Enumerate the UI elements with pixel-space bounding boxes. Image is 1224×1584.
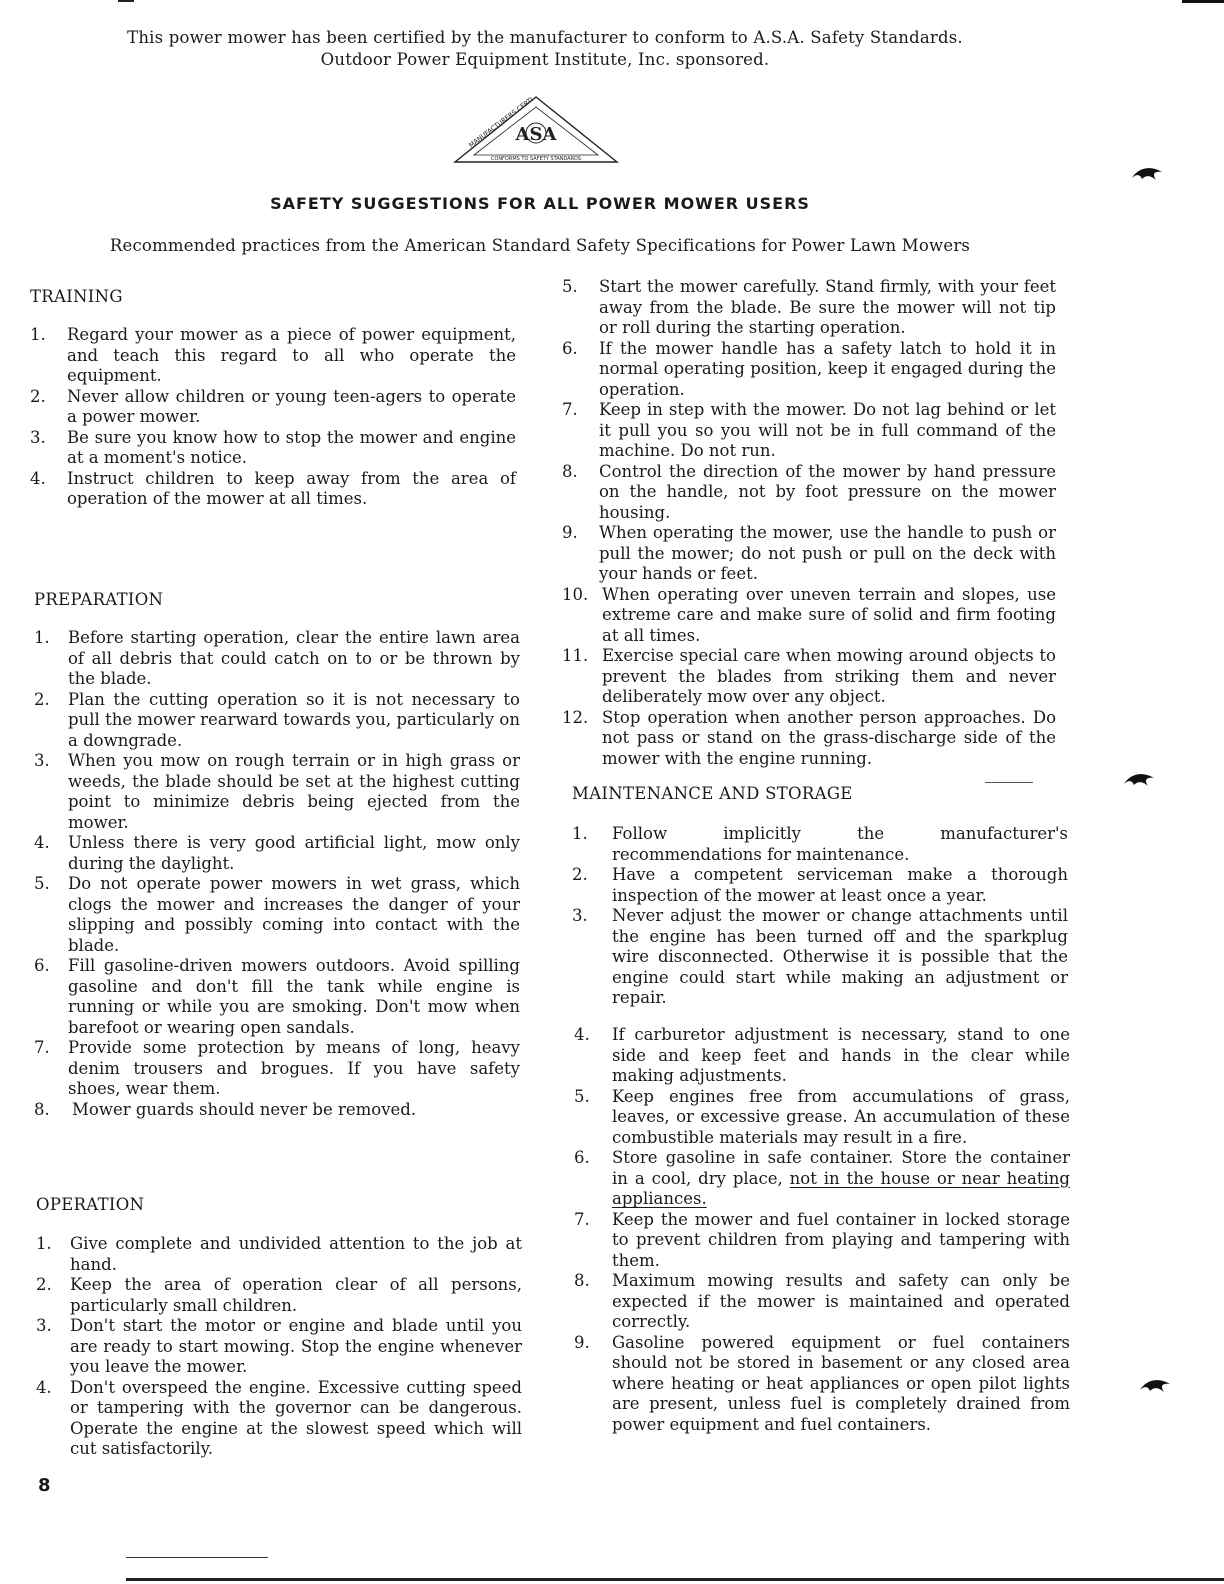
list-item: 4. If carburetor adjustment is necessary, stand to one side and keep feet and hands in the clear while making adjustments. — [574, 1025, 1070, 1085]
asa-logo-top-text: MANUFACTURERS CERTI — [467, 95, 535, 150]
asa-logo-bottom-text: CONFORMS TO SAFETY STANDARDS — [490, 156, 582, 162]
asa-certification-logo — [452, 95, 620, 169]
list-item: 8. Mower guards should never be removed. — [34, 1099, 417, 1119]
list-item: 9. When operating the mower, use the handle to push or pull the mower; do not push or pull on the deck with your hands or feet. — [562, 523, 1056, 583]
preparation-list — [34, 628, 520, 1120]
list-item: 1. Before starting operation, clear the entire lawn area of all debris that could catch on to or be thrown by the blade. — [34, 628, 520, 688]
list-item: 9. Gasoline powered equipment or fuel containers should not be stored in basement or any closed area where heating or heat appliances or open pilot lights are present, unless fuel is completely drained from power equipment and fuel containers. — [574, 1332, 1070, 1434]
list-item: 3. When you mow on rough terrain or in high grass or weeds, the blade should be set at the highest cutting point to minimize debris being ejected from the mower. — [34, 751, 520, 832]
list-item: 2. Have a competent serviceman make a thorough inspection of the mower at least once a year. — [572, 865, 1068, 905]
page-subtitle: Recommended practices from the American Standard Safety Specifications for Power Lawn Mowers — [109, 236, 971, 255]
list-item: 4. Unless there is very good artificial light, mow only during the daylight. — [34, 833, 520, 873]
scan-edge-mark — [1182, 0, 1224, 3]
list-item: 7. Provide some protection by means of long, heavy denim trousers and brogues. If you have safety shoes, wear them. — [34, 1038, 520, 1098]
binder-mark-icon — [1122, 768, 1156, 792]
list-item: 1. Give complete and undivided attention to the job at hand. — [36, 1234, 522, 1274]
operation-list — [36, 1234, 522, 1460]
list-item: 4. Instruct children to keep away from the area of operation of the mower at all times. — [30, 468, 516, 508]
underlined-warning: not in the house or near heating appliances. — [612, 1168, 1070, 1208]
maintenance-list-b — [574, 1025, 1070, 1435]
certification-line-1: This power mower has been certified by the manufacturer to conform to A.S.A. Safety Standards. — [127, 28, 963, 47]
asa-logo-center-text: ASA — [515, 124, 557, 145]
list-item: 3. Never adjust the mower or change attachments until the engine has been turned off and the sparkplug wire disconnected. Otherwise it is possible that the engine could start while making an adjustment or repair. — [572, 906, 1068, 1007]
list-item: 8. Maximum mowing results and safety can only be expected if the mower is maintained and operated correctly. — [574, 1271, 1070, 1331]
list-item: 7. Keep in step with the mower. Do not lag behind or let it pull you so you will not be in full command of the machine. Do not run. — [562, 400, 1056, 460]
list-item: 6. Fill gasoline-driven mowers outdoors. Avoid spilling gasoline and don't fill the tank while engine is running or while you are smoking. Don't mow when barefoot or wearing open sandals. — [34, 956, 520, 1037]
list-item: 3. Don't start the motor or engine and blade until you are ready to start mowing. Stop the engine whenever you leave the mower. — [36, 1316, 522, 1376]
list-item: 12. Stop operation when another person approaches. Do not pass or stand on the grass-discharge side of the mower with the engine running. — [562, 707, 1056, 768]
list-item: 6. If the mower handle has a safety latch to hold it in normal operating position, keep it engaged during the operation. — [562, 338, 1056, 399]
maintenance-list-a — [572, 824, 1068, 1009]
asa-triangle-icon — [452, 95, 620, 165]
scan-edge-mark — [126, 1578, 1224, 1581]
list-item: 2. Keep the area of operation clear of all persons, particularly small children. — [36, 1275, 522, 1315]
list-item: 3. Be sure you know how to stop the mower and engine at a moment's notice. — [30, 427, 516, 467]
list-item: 7. Keep the mower and fuel container in locked storage to prevent children from playing and tampering with them. — [574, 1209, 1070, 1270]
binder-mark-icon — [1130, 162, 1164, 186]
list-item: 11. Exercise special care when mowing around objects to prevent the blades from striking them and never deliberately mow over any object. — [562, 646, 1056, 706]
list-item: 1. Follow implicitly the manufacturer's recommendations for maintenance. — [572, 824, 1068, 864]
certification-text — [0, 27, 1090, 71]
certification-line-2: Outdoor Power Equipment Institute, Inc. sponsored. — [320, 50, 770, 69]
list-item: 6. Store gasoline in safe container. Store the container in a cool, dry place, not in the house or near heating appliances. — [574, 1148, 1070, 1208]
list-item: 4. Don't overspeed the engine. Excessive cutting speed or tampering with the governor can be dangerous. Operate the engine at the slowest speed which will cut satisfactorily. — [36, 1377, 522, 1458]
list-item: 5. Keep engines free from accumulations of grass, leaves, or excessive grease. An accumulation of these combustible materials may result in a fire. — [574, 1086, 1070, 1147]
list-item: 2. Never allow children or young teen-agers to operate a power mower. — [30, 386, 516, 426]
binder-mark-icon — [1138, 1374, 1172, 1398]
preparation-heading: PREPARATION — [34, 590, 164, 609]
maintenance-heading: MAINTENANCE AND STORAGE — [572, 784, 853, 803]
list-item: 8. Control the direction of the mower by hand pressure on the handle, not by foot pressure on the mower housing. — [562, 461, 1056, 522]
operation-continued-list — [562, 277, 1056, 769]
page-number: 8 — [38, 1475, 51, 1496]
scan-edge-mark — [126, 1557, 268, 1558]
list-item: 1. Regard your mower as a piece of power equipment, and teach this regard to all who operate the equipment. — [30, 325, 516, 385]
operation-heading: OPERATION — [36, 1195, 145, 1214]
training-heading: TRAINING — [30, 287, 123, 306]
list-item: 5. Start the mower carefully. Stand firmly, with your feet away from the blade. Be sure the mower will not tip or roll during the starting operation. — [562, 277, 1056, 337]
list-item: 10. When operating over uneven terrain and slopes, use extreme care and make sure of solid and firm footing at all times. — [562, 584, 1056, 645]
divider — [985, 782, 1033, 783]
list-item: 2. Plan the cutting operation so it is not necessary to pull the mower rearward towards you, particularly on a downgrade. — [34, 689, 520, 750]
scan-edge-mark — [118, 0, 134, 2]
list-item: 5. Do not operate power mowers in wet grass, which clogs the mower and increases the danger of your slipping and possibly coming into contact with the blade. — [34, 874, 520, 955]
training-list — [30, 325, 516, 510]
page-title: SAFETY SUGGESTIONS FOR ALL POWER MOWER USERS — [270, 194, 810, 213]
